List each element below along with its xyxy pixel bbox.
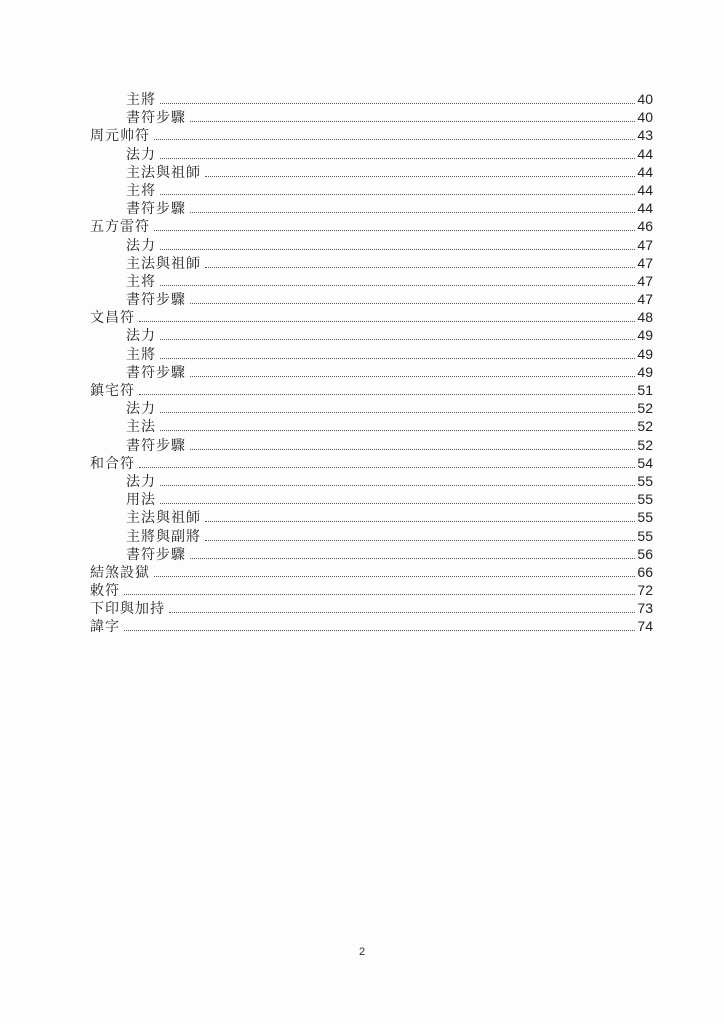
toc-entry-title: 主將與副將 [126,528,201,545]
toc-entry-page: 73 [637,600,653,617]
dot-leader [190,211,635,213]
dot-leader [190,302,635,304]
toc-entry-title: 主將 [126,92,156,108]
toc-entry-title: 主法與祖師 [126,255,201,272]
toc-entry[interactable] [90,290,653,308]
toc-entry-title: 用法 [126,492,156,509]
toc-entry[interactable] [90,236,653,254]
toc-entry-page: 52 [637,400,653,417]
toc-entry[interactable] [90,381,653,399]
dot-leader [205,520,635,522]
dot-leader [160,357,635,359]
toc-entry[interactable] [90,436,653,454]
dot-leader [124,593,635,595]
dot-leader [124,629,635,631]
dot-leader [160,193,635,195]
toc-entry-title: 書符步驟 [126,364,186,381]
dot-leader [205,266,635,268]
toc-entry[interactable] [90,508,653,526]
toc-entry-page: 46 [637,218,653,235]
toc-entry[interactable] [90,217,653,235]
toc-entry[interactable] [90,345,653,363]
toc-entry[interactable] [90,545,653,563]
toc-entry-page: 55 [637,527,653,544]
toc-entry-page: 44 [637,181,653,198]
dot-leader [160,157,635,159]
toc-entry[interactable] [90,272,653,290]
toc-entry-title: 文昌符 [90,310,135,327]
toc-entry[interactable] [90,90,653,108]
toc-entry-page: 66 [637,563,653,580]
toc-entry-page: 54 [637,454,653,471]
toc-entry-title: 諱字 [90,619,120,636]
toc-entry[interactable] [90,326,653,344]
dot-leader [160,102,635,104]
toc-entry-title: 下印與加持 [90,601,165,618]
toc-entry-title: 五方雷符 [90,219,150,236]
table-of-contents [90,90,653,636]
toc-entry[interactable] [90,199,653,217]
toc-entry-title: 法力 [126,473,156,490]
toc-entry[interactable] [90,399,653,417]
dot-leader [139,320,635,322]
toc-entry-page: 49 [637,345,653,362]
toc-entry-title: 法力 [126,237,156,254]
toc-entry-page: 56 [637,545,653,562]
toc-entry-page: 52 [637,418,653,435]
toc-entry[interactable] [90,363,653,381]
toc-entry-title: 書符步驟 [126,437,186,454]
dot-leader [160,284,635,286]
toc-entry[interactable] [90,581,653,599]
toc-entry-title: 書符步驟 [126,201,186,218]
toc-entry-title: 書符步驟 [126,110,186,127]
toc-entry-title: 主法與祖師 [126,164,201,181]
toc-entry-title: 周元帅符 [90,128,150,145]
toc-entry-page: 44 [637,200,653,217]
toc-entry[interactable] [90,454,653,472]
toc-entry-title: 主法與祖師 [126,510,201,527]
toc-entry[interactable] [90,599,653,617]
dot-leader [169,611,635,613]
dot-leader [154,575,635,577]
toc-entry[interactable] [90,126,653,144]
page-number: 2 [358,946,366,958]
dot-leader [154,138,635,140]
toc-entry-title: 主法 [126,419,156,436]
toc-entry-page: 49 [637,363,653,380]
toc-entry[interactable] [90,181,653,199]
toc-entry[interactable] [90,527,653,545]
toc-entry-page: 43 [637,127,653,144]
toc-entry[interactable] [90,472,653,490]
dot-leader [139,393,635,395]
toc-entry-title: 敕符 [90,583,120,600]
toc-entry-page: 47 [637,272,653,289]
toc-entry-page: 72 [637,582,653,599]
toc-entry[interactable] [90,563,653,581]
toc-entry[interactable] [90,308,653,326]
toc-entry[interactable] [90,145,653,163]
toc-entry-page: 47 [637,254,653,271]
toc-entry-title: 法力 [126,328,156,345]
toc-entry[interactable] [90,490,653,508]
toc-entry-title: 主将 [126,182,156,199]
toc-entry-page: 48 [637,309,653,326]
dot-leader [160,484,635,486]
toc-entry-page: 47 [637,291,653,308]
toc-entry-page: 49 [637,327,653,344]
dot-leader [160,338,635,340]
toc-entry-page: 47 [637,236,653,253]
toc-entry-title: 主將 [126,346,156,363]
toc-entry-title: 鎮宅符 [90,383,135,399]
toc-entry-title: 書符步驟 [126,292,186,309]
toc-entry-page: 55 [637,472,653,489]
toc-entry-title: 法力 [126,401,156,418]
toc-entry-title: 和合符 [90,455,135,472]
toc-entry[interactable] [90,254,653,272]
toc-entry-title: 法力 [126,146,156,163]
toc-entry[interactable] [90,617,653,635]
dot-leader [160,429,635,431]
toc-entry-page: 40 [637,91,653,107]
toc-entry-page: 51 [637,382,653,398]
toc-entry-page: 52 [637,436,653,453]
dot-leader [154,229,635,231]
dot-leader [205,175,635,177]
dot-leader [160,502,635,504]
toc-entry-page: 44 [637,163,653,180]
toc-entry-page: 40 [637,109,653,126]
dot-leader [190,557,635,559]
dot-leader [190,448,635,450]
dot-leader [190,120,635,122]
toc-entry-page: 55 [637,491,653,508]
dot-leader [205,539,635,541]
dot-leader [190,375,635,377]
toc-entry-title: 主将 [126,273,156,290]
toc-entry-page: 74 [637,618,653,635]
dot-leader [139,466,635,468]
toc-entry-title: 書符步驟 [126,546,186,563]
toc-entry-page: 44 [637,145,653,162]
toc-entry-page: 55 [637,509,653,526]
toc-entry[interactable] [90,417,653,435]
toc-entry-title: 結煞設獄 [90,564,150,581]
toc-entry[interactable] [90,163,653,181]
dot-leader [160,411,635,413]
dot-leader [160,248,635,250]
toc-entry[interactable] [90,108,653,126]
